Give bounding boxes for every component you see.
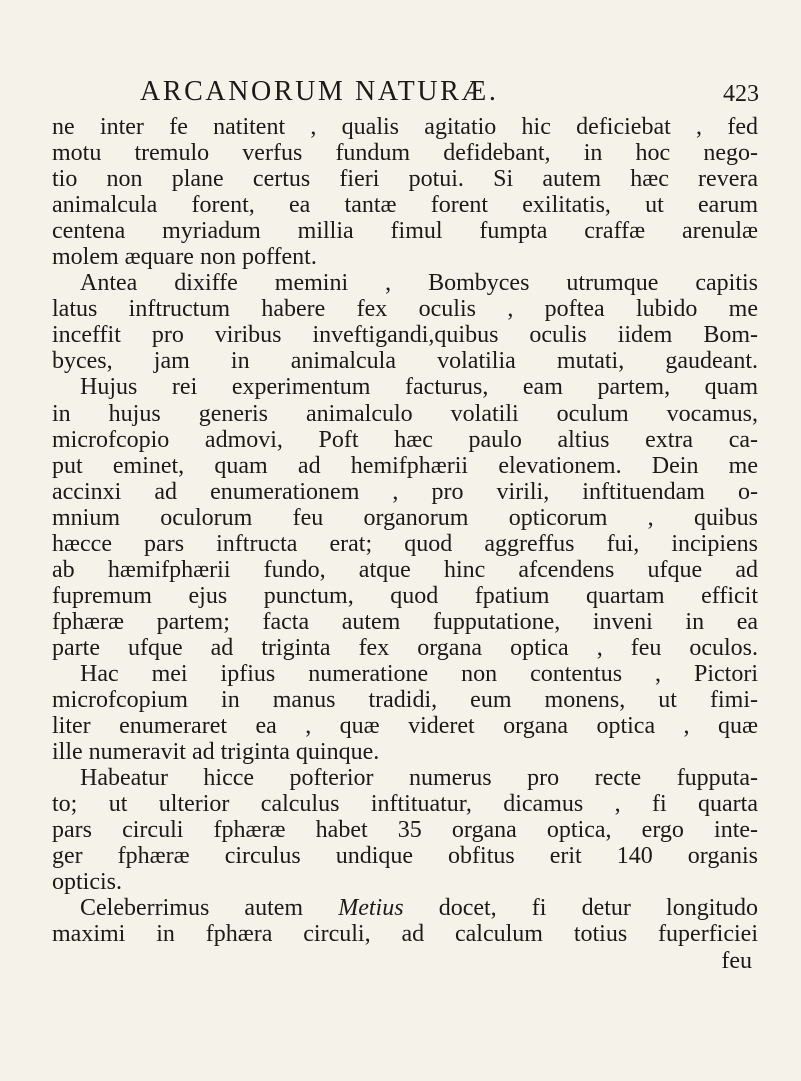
text-line: ne inter fe natitent , qualis agitatio hic deficiebat , fed [52, 114, 758, 140]
body-text [52, 114, 758, 974]
text-line: inceffit pro viribus inveftigandi,quibus oculis iidem Bom- [52, 322, 758, 349]
text-line: maximi in fphæra circuli, ad calculum totius fuperficiei [52, 921, 758, 948]
text-line: animalcula forent, ea tantæ forent exilitatis, ut earum [52, 192, 758, 219]
text-line: latus inftructum habere fex oculis , poftea lubido me [52, 296, 758, 323]
text-segment: Celeberrimus autem [80, 895, 304, 922]
text-line: Hac mei ipfius numeratione non contentus , Pictori [80, 660, 758, 687]
text-line: ab hæmifphærii fundo, atque hinc afcendens ufque ad [52, 556, 758, 583]
text-line: mnium oculorum feu organorum opticorum , quibus [52, 504, 758, 531]
text-line: put eminet, quam ad hemifphærii elevationem. Dein me [52, 452, 758, 479]
text-line: fphæræ partem; facta autem fupputatione, inveni in ea [52, 608, 758, 635]
text-line: to; ut ulterior calculus inftituatur, dicamus , fi quarta [52, 791, 758, 818]
text-line: Habeatur hicce pofterior numerus pro recte fupputa- [80, 765, 758, 792]
text-line: byces, jam in animalcula volatilia mutati, gaudeant. [52, 348, 758, 375]
text-line: opticis. [52, 869, 122, 896]
text-line: in hujus generis animalculo volatili oculum vocamus, [52, 400, 758, 427]
text-line: ger fphæræ circulus undique obfitus erit 140 organis [52, 843, 758, 870]
text-line: molem æquare non poffent. [52, 244, 317, 271]
text-line: parte ufque ad triginta fex organa optica , feu oculos. [52, 634, 758, 661]
text-line: tio non plane certus fieri potui. Si autem hæc revera [52, 166, 758, 193]
text-line: liter enumeraret ea , quæ videret organa optica , quæ [52, 713, 758, 740]
text-line: microfcopium in manus tradidi, eum monens, ut fimi- [52, 687, 758, 714]
catchword: feu [721, 947, 752, 974]
running-head [0, 72, 801, 112]
text-line: fupremum ejus punctum, quod fpatium quartam efficit [52, 582, 758, 609]
text-line: Antea dixiffe memini , Bombyces utrumque capitis [80, 270, 758, 297]
text-line: motu tremulo verfus fundum defidebant, in hoc nego- [52, 140, 758, 167]
text-line: microfcopio admovi, Poft hæc paulo altius extra ca- [52, 426, 758, 453]
text-segment: docet, fi detur longitudo [438, 895, 759, 922]
text-line: centena myriadum millia fimul fumpta craffæ arenulæ [52, 218, 758, 245]
text-line: hæcce pars inftructa erat; quod aggreffus fui, incipiens [52, 530, 758, 557]
text-line: Hujus rei experimentum facturus, eam partem, quam [80, 374, 758, 401]
running-title: ARCANORUM NATURÆ. [140, 76, 499, 107]
page-number: 423 [723, 81, 759, 107]
text-line [52, 895, 758, 921]
text-line: ille numeravit ad triginta quinque. [52, 739, 380, 766]
author-name: Metius [338, 895, 404, 922]
text-line: pars circuli fphæræ habet 35 organa optica, ergo inte- [52, 817, 758, 844]
text-line: accinxi ad enumerationem , pro virili, inftituendam o- [52, 478, 758, 505]
